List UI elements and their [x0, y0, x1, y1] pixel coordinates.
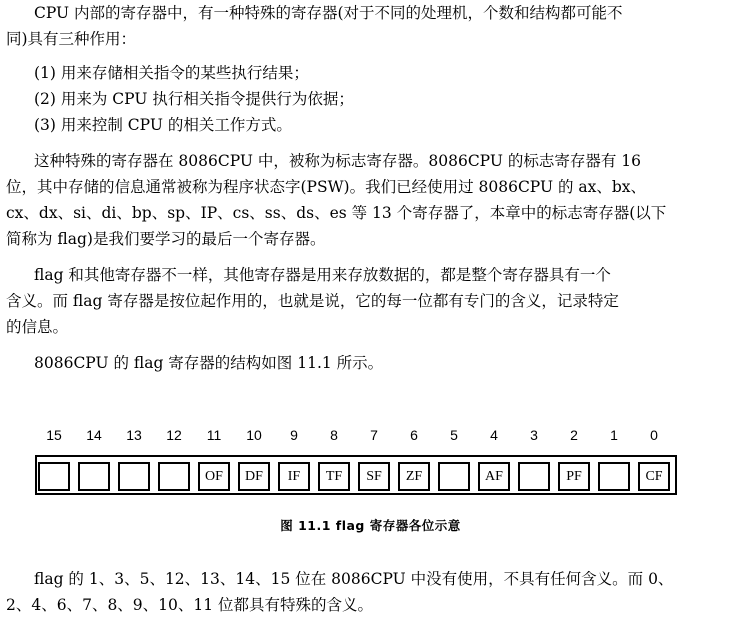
list-item-3: (3) 用来控制 CPU 的相关工作方式。	[34, 116, 292, 134]
list-item-1: (1) 用来存储相关指令的某些执行结果；	[34, 64, 309, 82]
flag-cell-unused-14	[78, 462, 110, 491]
paragraph-4: 8086CPU 的 flag 寄存器的结构如图 11.1 所示。	[34, 354, 384, 372]
flag-cell-unused-12	[158, 462, 190, 491]
bit-number-15: 15	[46, 427, 62, 443]
bit-number-9: 9	[290, 427, 298, 443]
bit-number-11: 11	[206, 427, 222, 443]
flag-cell-df: DF	[238, 462, 270, 491]
bit-number-6: 6	[410, 427, 418, 443]
figure-caption: 图 11.1 flag 寄存器各位示意	[280, 518, 461, 533]
paragraph-1-line-2: 同)具有三种作用：	[6, 30, 137, 48]
flag-cell-unused-13	[118, 462, 150, 491]
bit-number-5: 5	[450, 427, 458, 443]
bit-number-7: 7	[370, 427, 378, 443]
flag-cell-unused-3	[518, 462, 550, 491]
bit-number-3: 3	[530, 427, 538, 443]
paragraph-2-line-4: 简称为 flag)是我们要学习的最后一个寄存器。	[6, 230, 326, 248]
bit-number-12: 12	[166, 427, 182, 443]
paragraph-2-line-3: cx、dx、si、di、bp、sp、IP、cs、ss、ds、es 等 13 个寄存器了，本章中的标志寄存器(以下	[6, 204, 667, 222]
paragraph-5-line-2: 2、4、6、7、8、9、10、11 位都具有特殊的含义。	[6, 596, 374, 614]
list-item-2: (2) 用来为 CPU 执行相关指令提供行为依据；	[34, 90, 354, 108]
paragraph-2-line-1: 这种特殊的寄存器在 8086CPU 中，被称为标志寄存器。8086CPU 的标志寄存器有 16	[34, 152, 641, 170]
bit-number-14: 14	[86, 427, 102, 443]
bit-number-0: 0	[650, 427, 658, 443]
bit-number-13: 13	[126, 427, 142, 443]
flag-cell-unused-15	[38, 462, 70, 491]
flag-cell-tf: TF	[318, 462, 350, 491]
paragraph-3-line-3: 的信息。	[6, 318, 69, 336]
bit-number-10: 10	[246, 427, 262, 443]
paragraph-2-line-2: 位，其中存储的信息通常被称为程序状态字(PSW)。我们已经使用过 8086CPU 的 ax、bx、	[6, 178, 647, 196]
flag-cell-pf: PF	[558, 462, 590, 491]
paragraph-5-line-1: flag 的 1、3、5、12、13、14、15 位在 8086CPU 中没有使用，不具有任何含义。而 0、	[34, 570, 674, 588]
flag-cell-if: IF	[278, 462, 310, 491]
bit-number-1: 1	[610, 427, 618, 443]
bit-number-4: 4	[490, 427, 498, 443]
flag-cell-unused-1	[598, 462, 630, 491]
paragraph-3-line-2: 含义。而 flag 寄存器是按位起作用的，也就是说，它的每一位都有专门的含义，记录特定	[6, 292, 619, 310]
paragraph-3-line-1: flag 和其他寄存器不一样，其他寄存器是用来存放数据的，都是整个寄存器具有一个	[34, 266, 611, 284]
flag-cell-cf: CF	[638, 462, 670, 491]
bit-number-2: 2	[570, 427, 578, 443]
flag-cell-zf: ZF	[398, 462, 430, 491]
bit-number-8: 8	[330, 427, 338, 443]
flag-cell-of: OF	[198, 462, 230, 491]
flag-cell-sf: SF	[358, 462, 390, 491]
flag-cell-unused-5	[438, 462, 470, 491]
flag-cell-af: AF	[478, 462, 510, 491]
paragraph-1-line-1: CPU 内部的寄存器中，有一种特殊的寄存器(对于不同的处理机，个数和结构都可能不	[34, 4, 623, 22]
